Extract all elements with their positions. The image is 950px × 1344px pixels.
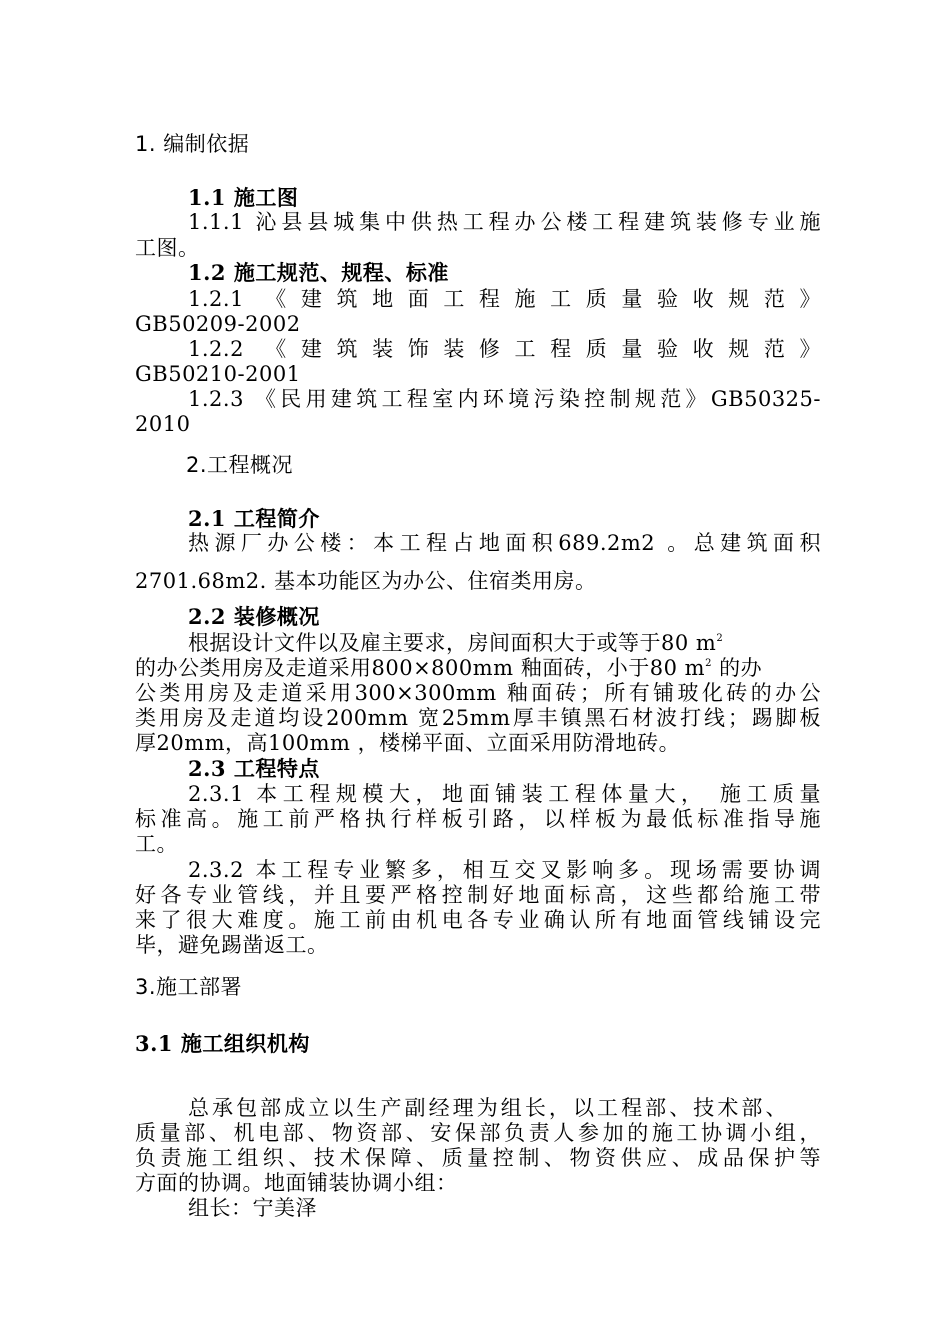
standard-1-2-3-code: 2010 — [135, 412, 191, 436]
paragraph-2-3-1-line3: 工。 — [135, 832, 178, 856]
paragraph-2-3-1-line1: 2.3.1 本工程规模大，地面铺装工程体量大， 施工质量 — [188, 782, 821, 806]
paragraph-2-3-2-line2: 好各专业管线，并且要严格控制好地面标高，这些都给施工带 — [135, 883, 821, 907]
paragraph-2-3-2-line1: 2.3.2 本工程专业繁多，相互交叉影响多。现场需要协调 — [188, 858, 821, 882]
standard-1-2-3: 1.2.3 《民用建筑工程室内环境污染控制规范》GB50325- — [188, 387, 821, 411]
paragraph-1-1-1: 1.1.1 沁县县城集中供热工程办公楼工程建筑装修专业施 — [188, 210, 821, 234]
heading-2-3: 2.3 工程特点 — [188, 756, 320, 781]
paragraph-2-2-line2: 的办公类用房及走道采用800×800mm 釉面砖，小于80 $m^2$ 的办 — [135, 656, 763, 680]
heading-1-2: 1.2 施工规范、规程、标准 — [188, 260, 449, 285]
heading-3: 3.施工部署 — [135, 975, 243, 999]
heading-1: 1. 编制依据 — [135, 132, 250, 156]
paragraph-2-3-2-line3: 来了很大难度。施工前由机电各专业确认所有地面管线铺设完 — [135, 908, 821, 932]
heading-1-1: 1.1 施工图 — [188, 185, 299, 210]
paragraph-3-1-line4: 方面的协调。地面铺装协调小组： — [135, 1171, 458, 1195]
standard-1-2-1-code: GB50209-2002 — [135, 312, 301, 336]
paragraph-2-2-line3: 公类用房及走道采用300×300mm 釉面砖；所有铺玻化砖的办公 — [135, 681, 821, 705]
standard-1-2-1: 1.2.1 《建筑地面工程施工质量验收规范》 — [188, 287, 821, 311]
heading-2-2: 2.2 装修概况 — [188, 604, 320, 629]
group-leader: 组长：宁美泽 — [188, 1196, 317, 1220]
heading-2: 2.工程概况 — [186, 453, 294, 477]
paragraph-2-2-line5: 厚20mm，高100mm ，楼梯平面、立面采用防滑地砖。 — [135, 731, 681, 755]
paragraph-2-2-line4: 类用房及走道均设200mm 宽25mm厚丰镇黑石材波打线；踢脚板 — [135, 706, 821, 730]
paragraph-2-1-cont: 2701.68m2. 基本功能区为办公、住宿类用房。 — [135, 569, 597, 593]
paragraph-3-1-line1: 总承包部成立以生产副经理为组长，以工程部、技术部、 — [188, 1096, 787, 1120]
heading-2-1: 2.1 工程简介 — [188, 506, 320, 531]
paragraph-2-3-2-line4: 毕，避免踢凿返工。 — [135, 933, 329, 957]
paragraph-2-1: 热源厂办公楼：本工程占地面积689.2m2 。总建筑面积 — [188, 531, 821, 555]
paragraph-2-2-line1: 根据设计文件以及雇主要求，房间面积大于或等于80 $m^2$ — [188, 631, 724, 655]
paragraph-1-1-1-cont: 工图。 — [135, 236, 200, 260]
paragraph-2-3-1-line2: 标准高。施工前严格执行样板引路，以样板为最低标准指导施 — [135, 807, 821, 831]
paragraph-3-1-line2: 质量部、机电部、物资部、安保部负责人参加的施工协调小组， — [135, 1121, 821, 1145]
paragraph-3-1-line3: 负责施工组织、技术保障、质量控制、物资供应、成品保护等 — [135, 1146, 821, 1170]
standard-1-2-2: 1.2.2 《建筑装饰装修工程质量验收规范》 — [188, 337, 821, 361]
heading-3-1: 3.1 施工组织机构 — [135, 1031, 310, 1056]
standard-1-2-2-code: GB50210-2001 — [135, 362, 301, 386]
